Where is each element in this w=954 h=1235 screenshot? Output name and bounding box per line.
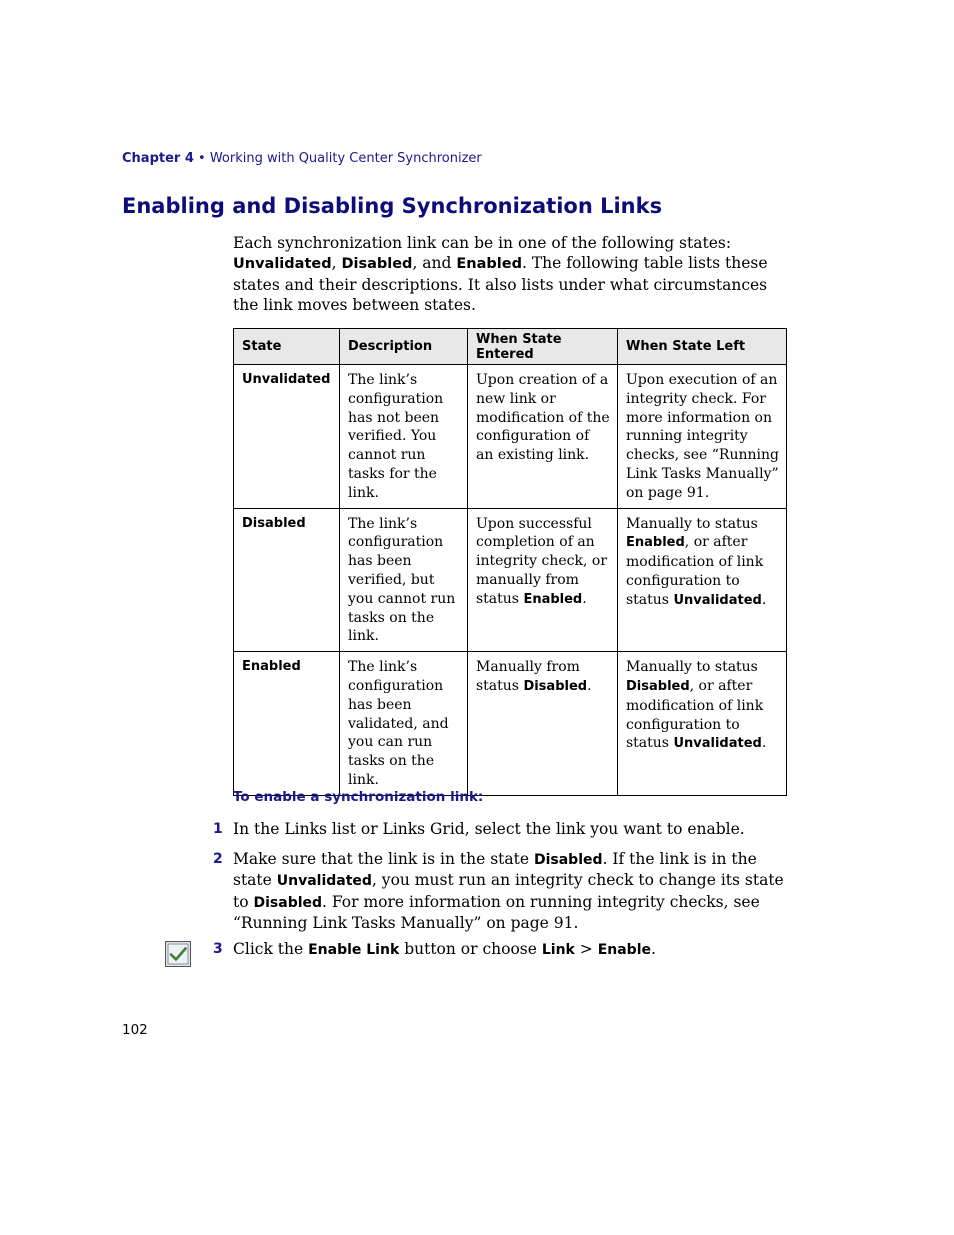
chapter-label: Chapter 4: [122, 151, 194, 166]
step-number: 2: [213, 851, 223, 867]
cell-state: Disabled: [234, 508, 340, 652]
cell-state: Unvalidated: [234, 365, 340, 509]
column-header-state: State: [234, 329, 340, 365]
procedure-step-3: 3 Click the Enable Link button or choose Link > Enable.: [213, 940, 656, 958]
cell-when-left: Upon execution of an integrity check. For more information on running integrity checks, see “Running Link Tasks Manually” on page 91.: [618, 365, 787, 509]
enable-link-button-label: Enable Link: [308, 942, 400, 958]
header-separator: •: [193, 151, 210, 166]
table-row: [234, 508, 787, 652]
chapter-title: Working with Quality Center Synchronizer: [209, 151, 482, 166]
running-header: [122, 151, 482, 166]
step-number: 3: [213, 941, 223, 957]
page-number: 102: [122, 1022, 148, 1038]
section-title: Enabling and Disabling Synchronization Links: [122, 194, 663, 218]
step-text: In the Links list or Links Grid, select the link you want to enable.: [233, 820, 745, 838]
link-menu-label: Link: [541, 942, 575, 958]
cell-state: Enabled: [234, 652, 340, 796]
intro-paragraph: Each synchronization link can be in one of the following states: Unvalidated, Disabled, and Enabled. The following table lists these states and their descriptions. It also lists under what circumstances the link moves between states.: [233, 234, 768, 314]
cell-when-entered: Manually from status Disabled.: [468, 652, 618, 796]
cell-when-entered: Upon successful completion of an integrity check, or manually from status Enabled.: [468, 508, 618, 652]
enable-menu-item-label: Enable: [597, 942, 651, 958]
procedure-step-1: [213, 819, 793, 839]
checkmark-icon: [166, 942, 190, 966]
table-row: [234, 365, 787, 509]
column-header-when-entered: When State Entered: [468, 329, 618, 365]
procedure-heading: To enable a synchronization link:: [233, 789, 484, 805]
link-states-table: [233, 328, 787, 796]
column-header-description: Description: [340, 329, 468, 365]
state-enabled: Enabled: [456, 256, 522, 273]
column-header-when-left: When State Left: [618, 329, 787, 365]
cell-when-entered: Upon creation of a new link or modification of the configuration of an existing link.: [468, 365, 618, 509]
cell-description: The link’s configuration has not been verified. You cannot run tasks for the link.: [340, 365, 468, 509]
table-header-row: [234, 329, 787, 365]
enable-link-checkmark-icon: [165, 941, 191, 967]
cell-when-left: Manually to status Disabled, or after modification of link configuration to status Unvalidated.: [618, 652, 787, 796]
cell-description: The link’s configuration has been verified, but you cannot run tasks on the link.: [340, 508, 468, 652]
cell-when-left: Manually to status Enabled, or after modification of link configuration to status Unvalidated.: [618, 508, 787, 652]
procedure-step-2: 2 Make sure that the link is in the state Disabled. If the link is in the state Unvalidated, you must run an integrity check to change its state to Disabled. For more information on running integrity checks, see “Running Link Tasks Manually” on page 91.: [213, 850, 784, 932]
step-number: 1: [213, 821, 223, 837]
cell-description: The link’s configuration has been validated, and you can run tasks on the link.: [340, 652, 468, 796]
table-row: [234, 652, 787, 796]
state-unvalidated: Unvalidated: [233, 256, 332, 273]
state-disabled: Disabled: [341, 256, 413, 273]
